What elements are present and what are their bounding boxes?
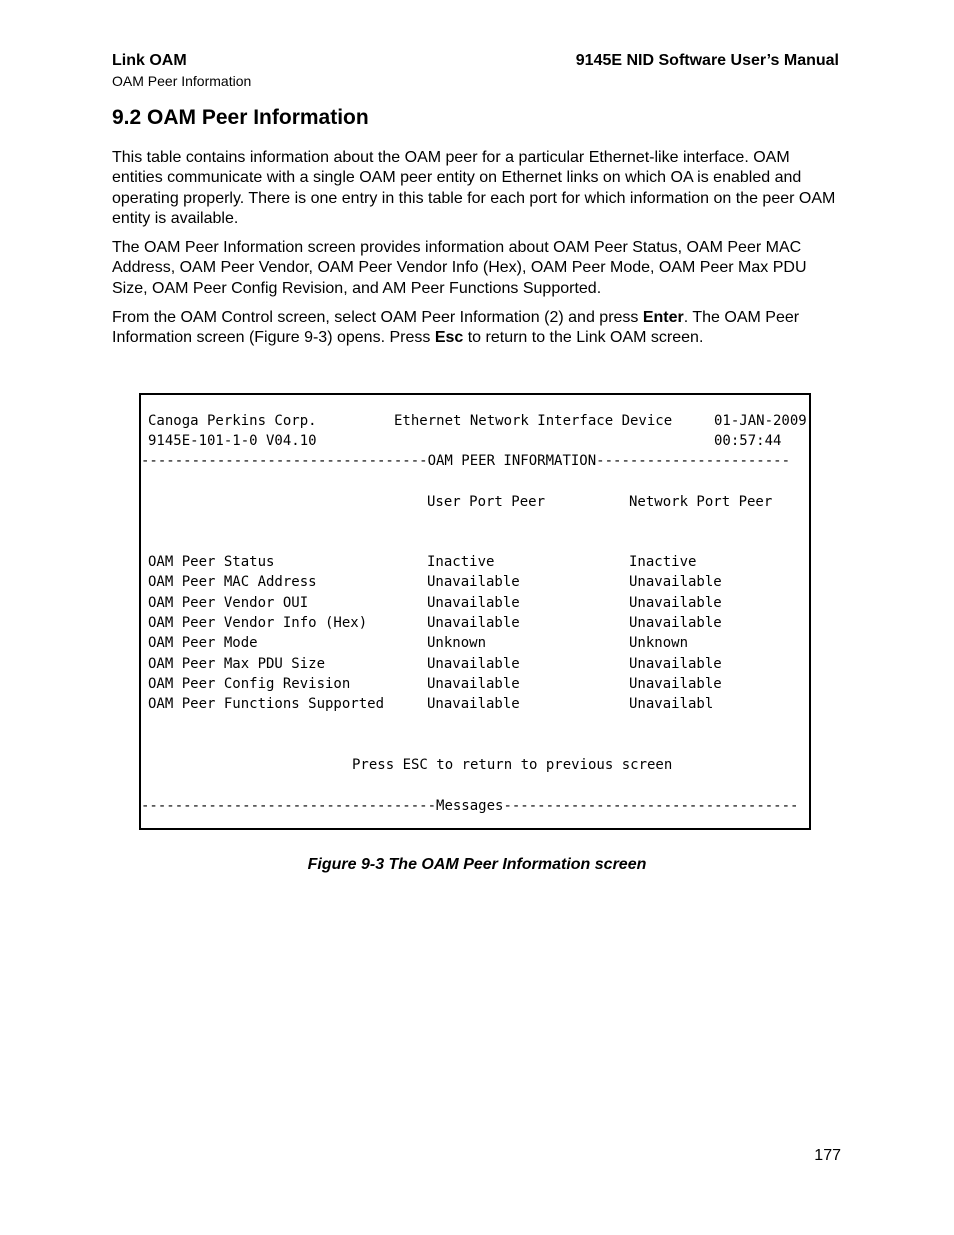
nav-text-b: . The OAM Peer Information screen (Figure 9-3) opens. Press [112, 309, 800, 347]
figure-caption: Figure 9-3 The OAM Peer Information screen [307, 856, 647, 873]
esc-key-label: Esc [434, 329, 464, 347]
network-port-value: Unavailable [629, 574, 722, 590]
press-esc-instruction: Press ESC to return to previous screen [352, 757, 673, 773]
paragraph-intro: This table contains information about the OAM peer for a particular Ethernet-like interface. OAM entities communicate with a single OAM peer entity on Ethernet links on which OA is enabled and operating properly. There is one entry in this table for each port for which information on the peer OAM entity is available. [112, 149, 836, 228]
section-subtitle: OAM Peer Information [112, 73, 252, 89]
banner-dashes-left: ---------------------------------- [141, 453, 428, 469]
peer-field-label: OAM Peer MAC Address [148, 574, 317, 590]
column-header-user-port: User Port Peer [427, 494, 546, 510]
user-port-value: Unavailable [427, 595, 520, 611]
nav-text-c: to return to the Link OAM screen. [463, 329, 704, 347]
section-heading: 9.2 OAM Peer Information [112, 106, 369, 129]
peer-field-label: OAM Peer Vendor OUI [148, 595, 309, 611]
messages-dashes-right: ----------------------------------- [503, 798, 799, 814]
network-port-value: Unavailable [629, 595, 722, 611]
messages-label: Messages [436, 798, 504, 814]
paragraph-screen-description: The OAM Peer Information screen provides information about OAM Peer Status, OAM Peer MAC Address, OAM Peer Vendor, OAM Peer Vendor Info (Hex), OAM Peer Mode, OAM Peer Max PDU Size, OAM Peer Config Revision, and AM Peer Functions Supported. [112, 239, 807, 297]
chapter-title: Link OAM [112, 52, 187, 69]
user-port-value: Unknown [427, 635, 487, 651]
column-header-network-port: Network Port Peer [629, 494, 773, 510]
screen-title: OAM PEER INFORMATION [427, 453, 597, 469]
peer-field-label: OAM Peer Functions Supported [148, 696, 385, 712]
page-number: 177 [814, 1147, 841, 1164]
peer-field-label: OAM Peer Status [148, 554, 275, 570]
screen-date: 01-JAN-2009 [714, 413, 807, 429]
network-port-value: Unavailable [629, 656, 722, 672]
screen-time: 00:57:44 [714, 433, 782, 449]
terminal-screen [139, 393, 811, 830]
user-port-value: Unavailable [427, 676, 520, 692]
peer-field-label: OAM Peer Mode [148, 635, 258, 651]
banner-dashes-right: ----------------------- [596, 453, 791, 469]
enter-key-label: Enter [642, 309, 684, 326]
network-port-value: Inactive [629, 554, 697, 570]
peer-field-label: OAM Peer Max PDU Size [148, 656, 326, 672]
software-version: 9145E-101-1-0 V04.10 [148, 433, 317, 449]
title-banner [141, 452, 790, 470]
company-name: Canoga Perkins Corp. [148, 413, 317, 429]
nav-text-a: From the OAM Control screen, select OAM Peer Information (2) and press [112, 309, 643, 326]
user-port-value: Unavailable [427, 696, 520, 712]
network-port-value: Unknown [629, 635, 689, 651]
network-port-value: Unavailabl [629, 696, 714, 712]
network-port-value: Unavailable [629, 676, 722, 692]
user-port-value: Unavailable [427, 656, 520, 672]
user-port-value: Unavailable [427, 615, 520, 631]
peer-field-label: OAM Peer Config Revision [148, 676, 351, 692]
messages-dashes-left: ----------------------------------- [141, 798, 437, 814]
network-port-value: Unavailable [629, 615, 722, 631]
device-name: Ethernet Network Interface Device [394, 413, 673, 429]
manual-title: 9145E NID Software User’s Manual [575, 52, 839, 69]
user-port-value: Inactive [427, 554, 495, 570]
messages-banner [141, 797, 798, 815]
paragraph-navigation [112, 308, 844, 349]
user-port-value: Unavailable [427, 574, 520, 590]
peer-field-label: OAM Peer Vendor Info (Hex) [148, 615, 368, 631]
